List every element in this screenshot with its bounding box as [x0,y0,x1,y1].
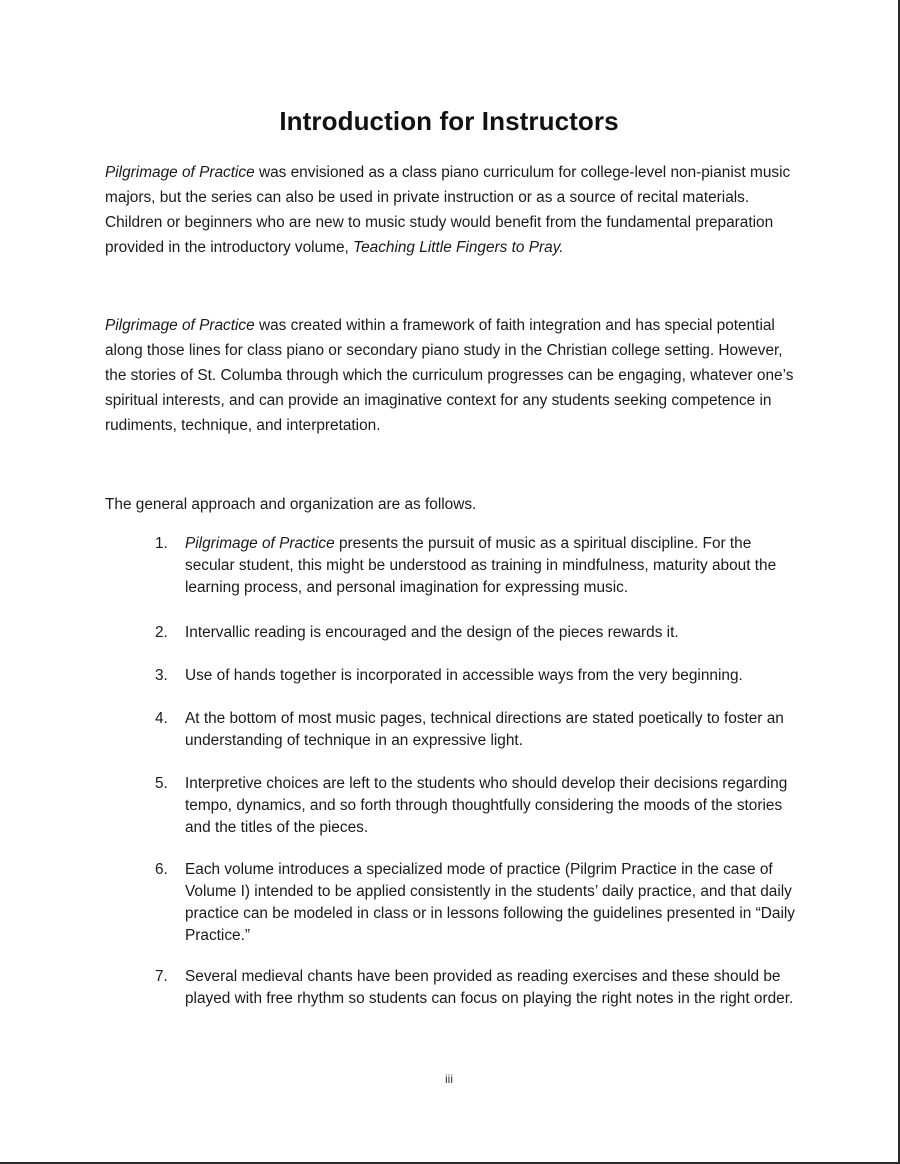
list-item [155,533,805,599]
list-number: 5. [155,775,168,792]
list-item [155,859,805,947]
page-number: iii [445,1072,453,1086]
list-item-text: Intervallic reading is encouraged and the design of the pieces rewards it. [185,624,679,641]
list-number: 2. [155,624,168,641]
list-item [155,708,805,752]
list-intro-paragraph [105,492,795,517]
intro-paragraph-2 [105,313,795,438]
list-item-text: Several medieval chants have been provided as reading exercises and these should be played with free rhythm so students can focus on playing the right notes in the right order. [185,968,794,1007]
list-item-text: At the bottom of most music pages, technical directions are stated poetically to foster an understanding of technique in an expressive light. [185,710,784,749]
list-item-text: Use of hands together is incorporated in accessible ways from the very beginning. [185,667,743,684]
list-item-text [185,533,805,599]
italic-lead: Pilgrimage of Practice [185,535,335,552]
paragraph-text: was created within a framework of faith integration and has special potential along those lines for class piano or secondary piano study in the Christian college setting. However, the stories of St. Columba through which the curriculum progresses can be engaging, whatever one’s spiritual interests, and can provide an imaginative context for any students seeking competence in rudiments, technique, and interpretation. [105,317,794,434]
list-number: 6. [155,861,168,878]
list-number: 7. [155,968,168,985]
page-title: Introduction for Instructors [279,106,619,136]
italic-title: Teaching Little Fingers to Pray. [353,239,564,256]
list-number: 1. [155,535,168,552]
list-item [155,622,805,644]
list-item [155,966,805,1010]
list-number: 3. [155,667,168,684]
paragraph-text: was envisioned as a class piano curriculum for college-level non-pianist music majors, but the series can also be used in private instruction or as a source of recital materials. Children or beginners who are new to music study would benefit from the fundamental preparation provided in the introductory volume, [105,164,791,256]
italic-lead: Pilgrimage of Practice [105,317,255,334]
list-item-text: Each volume introduces a specialized mode of practice (Pilgrim Practice in the case of Volume I) intended to be applied consistently in the students’ daily practice, and that daily practice can be modeled in class or in lessons following the guidelines presented in “Daily Practice.” [185,861,795,944]
italic-lead: Pilgrimage of Practice [105,164,255,181]
intro-paragraph-1 [105,160,795,260]
paragraph-text: The general approach and organization are as follows. [105,496,477,513]
list-number: 4. [155,710,168,727]
list-item-body: presents the pursuit of music as a spiritual discipline. For the secular student, this might be understood as training in mindfulness, maturity about the learning process, and personal imagination for expressing music. [185,535,777,596]
list-item-text: Interpretive choices are left to the students who should develop their decisions regarding tempo, dynamics, and so forth through thoughtfully considering the moods of the stories and the titles of the pieces. [185,775,788,836]
list-item [155,773,805,839]
list-item [155,665,805,687]
